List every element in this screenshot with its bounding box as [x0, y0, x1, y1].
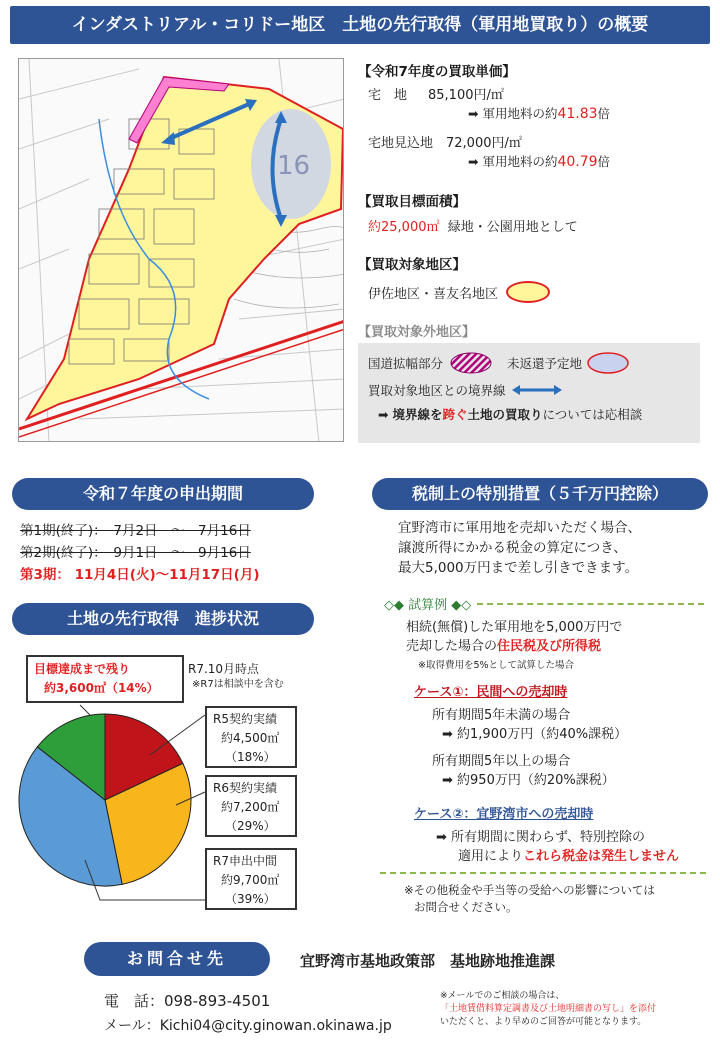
remaining-callout: 目標達成まで残り 約3,600㎡（14%）	[26, 655, 184, 703]
contact-title: お問合せ先	[84, 942, 270, 976]
map-graphic	[19, 59, 344, 442]
area-value: 約25,000㎡ 緑地・公園用地として	[368, 220, 578, 235]
tax-divider	[380, 872, 706, 874]
excluded-heading: 【買取対象外地区】	[358, 325, 476, 340]
contact-note: ※メールでのご相談の場合は、 「土地賃借料算定調書及び土地明細書の写し」を添付 いただくと、より早めのご回答が可能となります。	[440, 991, 657, 1027]
r7-callout: R7申出中間 約9,700㎡ （39%）	[205, 848, 297, 910]
target-legend-swatch	[506, 281, 550, 303]
tax-title: 税制上の特別措置（５千万円控除）	[372, 478, 708, 510]
as-of-note: ※R7は相談中を含む	[192, 679, 284, 690]
area-heading: 【買取目標面積】	[358, 194, 466, 210]
target-heading: 【買取対象地区】	[358, 257, 466, 273]
period-1: 第1期(終了)： 7月2日 ～ 7月16日	[20, 523, 251, 539]
price-heading: 【令和7年度の買取単価】	[358, 64, 516, 80]
case1-title: ケース①：民間への売却時	[414, 685, 568, 700]
example-desc: 相続(無償)した軍用地を5,000万円で 売却した場合の住民税及び所得税 ※取得費用を5%として試算した場合	[406, 620, 623, 671]
contact-department: 宜野湾市基地政策部 基地跡地推進課	[300, 952, 556, 970]
case2-title: ケース②：宜野湾市への売却時	[414, 807, 594, 822]
period-title: 令和７年度の申出期間	[12, 478, 314, 510]
tax-intro: 宜野湾市に軍用地を売却いただく場合、 譲渡所得にかかる税金の算定につき、 最大5,000万円まで差し引きできます。	[398, 520, 641, 576]
mail-link[interactable]: Kichi04@city.ginowan.okinawa.jp	[159, 1018, 392, 1034]
road-hatch-swatch	[449, 351, 493, 375]
target-row: 伊佐地区・喜友名地区	[368, 281, 710, 303]
contact-mail: メール：Kichi04@city.ginowan.okinawa.jp	[104, 1018, 392, 1034]
excluded-legend: 国道拡幅部分 未返還予定地 買取対象地区との境界線 ➡ 境界線を跨ぐ土地の買取りについては応相談	[358, 343, 700, 443]
period-3: 第3期： 11月4日(火)～11月17日(月)	[20, 567, 260, 583]
page-title: インダストリアル・コリドー地区 土地の先行取得（軍用地買取り）の概要	[10, 6, 710, 44]
tax-footnote: ※その他税金や手当等の受給への影響については お問合せください。	[404, 883, 655, 914]
as-of-date: R7.10月時点	[188, 662, 260, 676]
boundary-note: ➡ 境界線を跨ぐ土地の買取りについては応相談	[378, 407, 643, 422]
contact-phone: 電 話：098-893-4501	[104, 992, 271, 1010]
boundary-arrow-icon	[512, 384, 562, 396]
r6-callout: R6契約実績 約7,200㎡ （29%）	[205, 775, 297, 837]
case2-body: ➡ 所有期間に関わらず、特別控除の 適用によりこれら税金は発生しません	[436, 830, 680, 864]
summary-panel	[358, 60, 710, 443]
r5-callout: R5契約実績 約4,500㎡ （18%）	[205, 706, 297, 768]
price-row-residential: 宅 地 85,100円/㎡ ➡ 軍用地料の約41.83倍	[368, 88, 611, 122]
period-list	[20, 520, 260, 586]
unreturned-swatch	[586, 351, 630, 375]
price-row-prospective: 宅地見込地 72,000円/㎡ ➡ 軍用地料の約40.79倍	[368, 136, 611, 170]
case1-body: 所有期間5年未満の場合 ➡ 約1,900万円（約40%課税） 所有期間5年以上の場合 ➡ 約950万円（約20%課税）	[432, 708, 628, 788]
period-2: 第2期(終了)： 9月1日 ～ 9月16日	[20, 545, 251, 561]
example-divider: ◇◆ 試算例 ◆◇	[384, 594, 704, 613]
leader-remaining	[80, 705, 90, 715]
district-map	[18, 58, 344, 442]
map-route-number: 16	[277, 151, 311, 181]
progress-title: 土地の先行取得 進捗状況	[12, 603, 314, 635]
